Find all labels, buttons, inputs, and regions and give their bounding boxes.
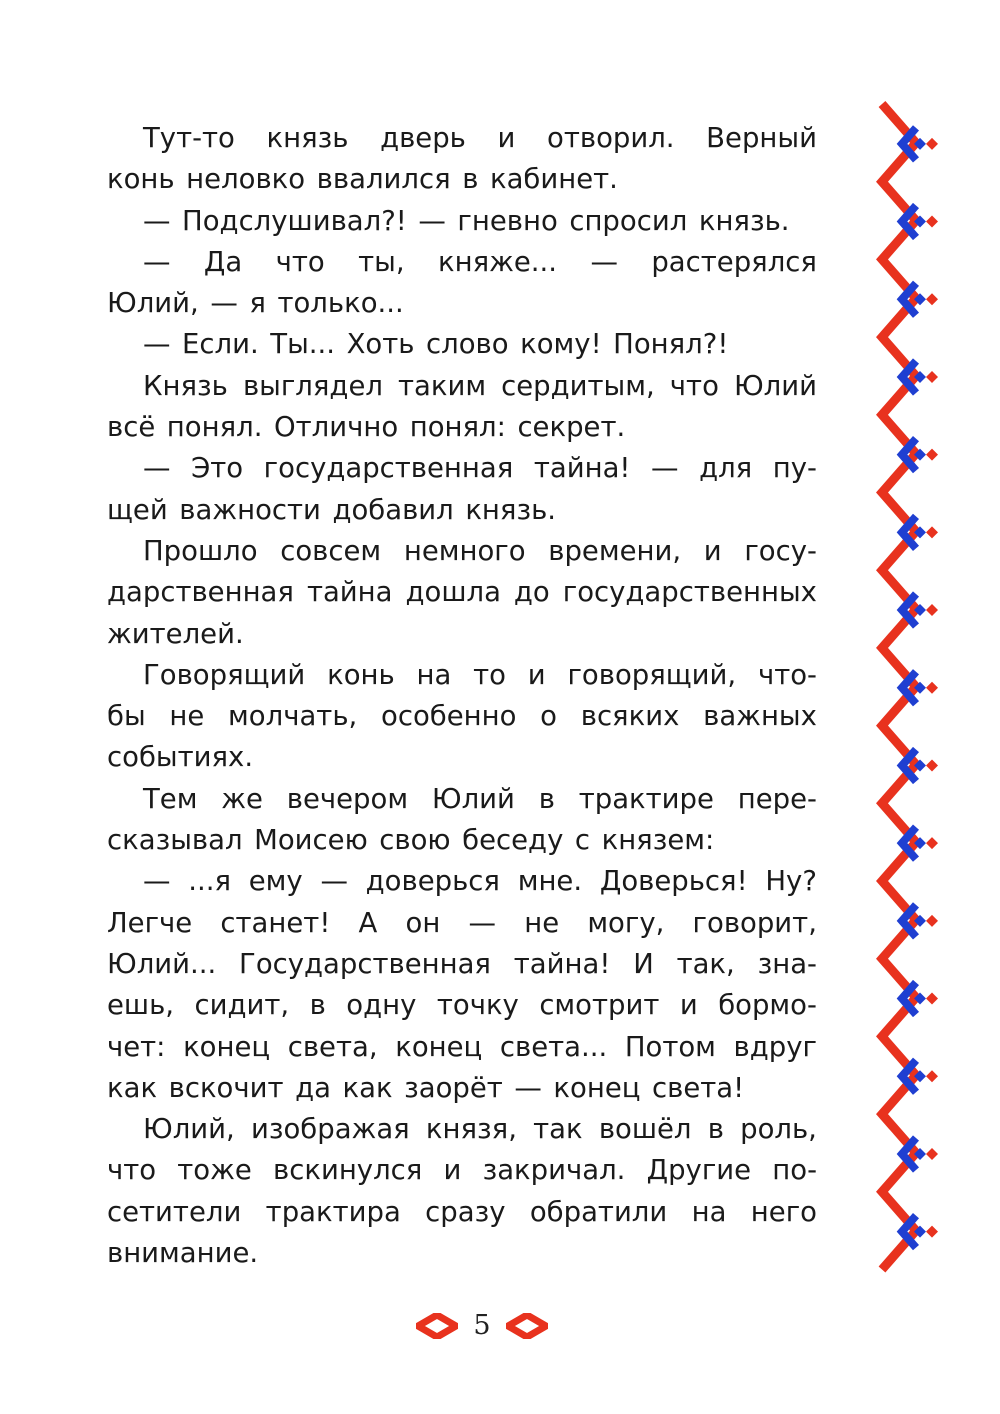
- text-word: Хоть: [346, 328, 415, 361]
- text-line: [107, 531, 817, 572]
- text-word: важных: [703, 700, 817, 733]
- text-line: [107, 696, 817, 737]
- text-word: о: [540, 700, 557, 733]
- text-line: [107, 903, 817, 944]
- border-motif: [902, 749, 938, 781]
- text-word: Государственная: [239, 947, 491, 980]
- border-motif: [902, 516, 938, 548]
- text-word: выглядел: [242, 369, 383, 402]
- border-motif: [902, 1216, 938, 1248]
- text-word: времени,: [548, 534, 682, 567]
- border-motif: [902, 361, 938, 393]
- text-word: Тут-то: [143, 122, 235, 154]
- red-diamond: [926, 216, 938, 228]
- text-word: и: [527, 658, 546, 691]
- text-line: [107, 944, 817, 985]
- text-word: Юлий,: [143, 1113, 235, 1146]
- text-word: вечером: [286, 782, 409, 815]
- text-line: [107, 159, 817, 200]
- text-word: —: [590, 245, 618, 278]
- text-line: [107, 985, 817, 1026]
- text-word: не: [524, 906, 560, 939]
- text-word: трактире: [578, 782, 714, 815]
- text-word: говорящий,: [567, 658, 737, 691]
- text-word: конец: [395, 1030, 483, 1063]
- text-word: дверь: [380, 122, 466, 154]
- text-word: доверься: [365, 865, 500, 898]
- text-line: [107, 655, 817, 696]
- text-word: Понял?!: [613, 328, 729, 361]
- text-word: Да: [203, 245, 243, 278]
- text-word: свою: [379, 824, 451, 857]
- border-motif: [902, 1060, 938, 1092]
- text-word: бы: [107, 700, 146, 733]
- text-word: тоже: [177, 1154, 252, 1187]
- text-word: —: [320, 865, 348, 898]
- text-word: князем:: [601, 824, 715, 857]
- red-diamond: [926, 993, 938, 1005]
- text-word: событиях.: [107, 741, 254, 774]
- text-word: на: [416, 658, 452, 691]
- text-word: ввалился: [316, 163, 451, 196]
- text-word: важности: [179, 493, 321, 526]
- text-word: всяких: [580, 700, 680, 733]
- text-word: конь: [107, 163, 175, 196]
- text-word: так: [533, 1113, 583, 1146]
- text-word: —: [143, 865, 171, 898]
- text-word: Верный: [706, 122, 817, 154]
- border-motif: [902, 983, 938, 1015]
- text-line: [107, 820, 817, 861]
- text-word: Другие: [646, 1154, 752, 1187]
- text-word: Юлий,: [107, 287, 199, 320]
- text-word: с: [574, 824, 591, 857]
- text-word: сетители: [107, 1195, 242, 1228]
- border-motif: [902, 128, 938, 160]
- text-word: закричал.: [482, 1154, 626, 1187]
- text-word: растерялся: [651, 245, 817, 278]
- text-word: Тем: [143, 782, 198, 815]
- text-word: Легче: [107, 906, 193, 939]
- text-word: —: [143, 245, 171, 278]
- text-word: света,: [287, 1030, 378, 1063]
- border-motif: [902, 672, 938, 704]
- text-word: роль,: [740, 1113, 817, 1146]
- text-word: слово: [426, 328, 509, 361]
- text-word: Юлий: [431, 782, 515, 815]
- red-diamond: [926, 293, 938, 305]
- text-word: особенно: [381, 700, 517, 733]
- text-word: как: [107, 1071, 158, 1104]
- text-word: да: [295, 1071, 331, 1104]
- text-word: князь.: [465, 493, 557, 526]
- text-word: точку: [436, 989, 519, 1022]
- text-word: конец: [553, 1071, 641, 1104]
- text-line: [107, 118, 817, 159]
- text-word: внимание.: [107, 1237, 259, 1270]
- text-word: Отлично: [274, 411, 399, 444]
- text-line: [107, 1068, 817, 1109]
- text-line: [107, 779, 817, 820]
- text-word: Подслушивал?!: [182, 204, 407, 237]
- text-word: мне.: [517, 865, 583, 898]
- text-word: что: [669, 369, 719, 402]
- text-line: [107, 1150, 817, 1191]
- text-word: то: [473, 658, 506, 691]
- text-word: дарственная: [107, 576, 294, 609]
- text-word: жителей.: [107, 617, 244, 650]
- text-word: станет!: [220, 906, 331, 939]
- text-word: щей: [107, 493, 168, 526]
- text-word: него: [750, 1195, 817, 1228]
- text-word: Говорящий: [143, 658, 306, 691]
- text-word: зна-: [757, 947, 817, 980]
- text-word: князя,: [425, 1113, 517, 1146]
- text-word: —: [143, 328, 171, 361]
- text-word: вскочит: [168, 1071, 284, 1104]
- red-diamond: [926, 915, 938, 927]
- text-word: тайна: [306, 576, 393, 609]
- text-word: же: [221, 782, 263, 815]
- text-word: ...я: [188, 865, 232, 898]
- text-word: в: [707, 1113, 724, 1146]
- text-word: Князь: [143, 369, 228, 402]
- red-diamond: [926, 138, 938, 150]
- text-word: трактира: [265, 1195, 401, 1228]
- text-word: одну: [346, 989, 417, 1022]
- text-word: он: [405, 906, 441, 939]
- text-word: вскинулся: [273, 1154, 423, 1187]
- text-word: что: [107, 1154, 157, 1187]
- red-diamond: [926, 1148, 938, 1160]
- text-word: не: [169, 700, 205, 733]
- text-line: [107, 448, 817, 489]
- page-footer: [0, 1306, 1000, 1346]
- text-word: на: [691, 1195, 727, 1228]
- text-word: так,: [676, 947, 735, 980]
- text-word: как: [342, 1071, 393, 1104]
- text-word: —: [514, 1071, 542, 1104]
- page-number: 5: [473, 1310, 491, 1341]
- red-diamond: [926, 371, 938, 383]
- text-word: чет:: [107, 1030, 166, 1063]
- text-word: сердитым,: [501, 369, 655, 402]
- red-diamond: [926, 682, 938, 694]
- text-word: Юлий: [733, 369, 817, 402]
- text-line: [107, 861, 817, 902]
- text-word: княже...: [437, 245, 558, 278]
- text-line: [107, 407, 817, 448]
- text-word: Если.: [182, 328, 259, 361]
- text-word: понял.: [166, 411, 263, 444]
- text-word: обратили: [529, 1195, 668, 1228]
- text-word: неловко: [186, 163, 306, 196]
- text-word: вдруг: [733, 1030, 817, 1063]
- border-motif: [902, 594, 938, 626]
- text-word: всё: [107, 411, 156, 444]
- text-word: —: [143, 452, 171, 485]
- text-line: [107, 490, 817, 531]
- text-word: —: [210, 287, 238, 320]
- border-motif: [902, 439, 938, 471]
- text-word: кабинет.: [489, 163, 618, 196]
- text-word: ешь,: [107, 989, 175, 1022]
- zigzag-diamond-border-icon: [866, 100, 946, 1316]
- red-diamond: [926, 759, 938, 771]
- diamond-ornament-icon: [416, 1313, 458, 1339]
- text-word: тайна!: [513, 947, 611, 980]
- text-word: конь: [327, 658, 395, 691]
- red-diamond: [926, 1226, 938, 1238]
- text-word: Потом: [624, 1030, 716, 1063]
- text-word: беседу: [462, 824, 564, 857]
- text-line: [107, 1109, 817, 1150]
- text-word: гневно: [457, 204, 558, 237]
- text-word: князь.: [698, 204, 790, 237]
- text-word: секрет.: [517, 411, 626, 444]
- story-text: [107, 118, 817, 1274]
- text-word: в: [462, 163, 479, 196]
- text-word: Ну?: [765, 865, 817, 898]
- border-motif: [902, 827, 938, 859]
- text-word: понял:: [409, 411, 506, 444]
- text-word: в: [538, 782, 555, 815]
- border-motif: [902, 283, 938, 315]
- text-word: только...: [277, 287, 404, 320]
- text-word: до: [513, 576, 550, 609]
- text-line: [107, 201, 817, 242]
- text-word: сразу: [425, 1195, 506, 1228]
- text-line: [107, 572, 817, 613]
- text-word: добавил: [332, 493, 454, 526]
- text-line: [107, 242, 817, 283]
- red-diamond: [926, 837, 938, 849]
- text-line: [107, 324, 817, 365]
- text-word: молчать,: [228, 700, 358, 733]
- text-word: в: [309, 989, 326, 1022]
- text-word: Доверься!: [599, 865, 748, 898]
- text-word: смотрит: [539, 989, 660, 1022]
- text-line: [107, 366, 817, 407]
- text-word: бормо-: [718, 989, 817, 1022]
- text-word: —: [418, 204, 446, 237]
- red-diamond: [926, 604, 938, 616]
- text-word: света!: [652, 1071, 745, 1104]
- text-word: вошёл: [598, 1113, 692, 1146]
- text-word: по-: [772, 1154, 817, 1187]
- text-word: немного: [403, 534, 526, 567]
- red-diamond: [926, 526, 938, 538]
- red-diamond: [926, 449, 938, 461]
- text-word: Моисею: [254, 824, 368, 857]
- text-word: что: [275, 245, 325, 278]
- text-word: государственных: [562, 576, 817, 609]
- border-motif: [902, 1138, 938, 1170]
- text-word: Ты...: [270, 328, 336, 361]
- text-word: отворил.: [547, 122, 675, 154]
- red-diamond: [926, 1070, 938, 1082]
- text-word: —: [468, 906, 497, 939]
- text-word: Прошло: [143, 534, 258, 567]
- text-word: совсем: [280, 534, 382, 567]
- text-word: госу-: [744, 534, 817, 567]
- diamond-ornament-icon: [506, 1313, 548, 1339]
- text-word: говорит,: [692, 906, 817, 939]
- text-word: дошла: [405, 576, 501, 609]
- border-motif: [902, 905, 938, 937]
- text-word: А: [358, 906, 378, 939]
- text-word: кому!: [520, 328, 602, 361]
- text-line: [107, 737, 817, 778]
- text-word: я: [249, 287, 266, 320]
- text-word: Это: [191, 452, 244, 485]
- text-word: пу-: [772, 452, 817, 485]
- text-word: и: [443, 1154, 462, 1187]
- text-word: и: [497, 122, 516, 154]
- text-word: заорёт: [404, 1071, 503, 1104]
- text-word: —: [651, 452, 679, 485]
- text-word: государственная: [263, 452, 514, 485]
- text-word: могу,: [587, 906, 665, 939]
- text-word: света...: [499, 1030, 608, 1063]
- border-motif: [902, 206, 938, 238]
- text-word: таким: [397, 369, 487, 402]
- text-word: для: [699, 452, 753, 485]
- text-word: Юлий...: [107, 947, 217, 980]
- text-word: спросил: [569, 204, 688, 237]
- text-word: сидит,: [194, 989, 290, 1022]
- text-line: [107, 283, 817, 324]
- text-word: тайна!: [533, 452, 631, 485]
- text-word: пере-: [737, 782, 817, 815]
- text-word: изображая: [250, 1113, 410, 1146]
- text-line: [107, 614, 817, 655]
- text-word: ты,: [358, 245, 405, 278]
- text-word: ему: [248, 865, 303, 898]
- text-line: [107, 1027, 817, 1068]
- text-word: и: [703, 534, 722, 567]
- text-word: конец: [183, 1030, 271, 1063]
- text-line: [107, 1192, 817, 1233]
- text-word: И: [633, 947, 654, 980]
- text-word: сказывал: [107, 824, 243, 857]
- text-word: и: [679, 989, 698, 1022]
- text-word: —: [143, 204, 171, 237]
- text-word: князь: [266, 122, 349, 154]
- text-line: [107, 1233, 817, 1274]
- text-word: что-: [757, 658, 817, 691]
